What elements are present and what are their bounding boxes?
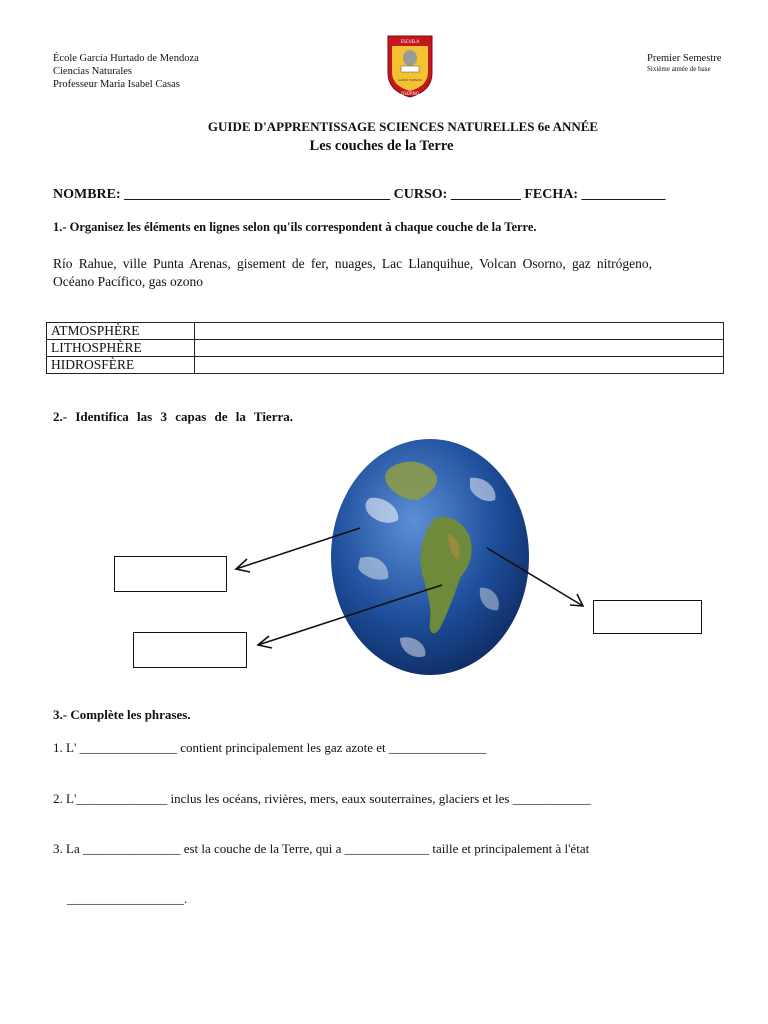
student-info-line[interactable]: NOMBRE: ______________________________________ CURSO: __________ FECHA: ____________ <box>53 187 666 202</box>
table-row <box>47 340 724 357</box>
layer-label: ATMOSPHÈRE <box>47 323 195 340</box>
subject-name: Ciencias Naturales <box>53 66 133 77</box>
layer-answer-cell[interactable] <box>195 323 724 340</box>
sentence-2[interactable]: 2. L'______________ inclus les océans, rivières, mers, eaux souterraines, glaciers et les ____________ <box>53 791 591 806</box>
school-header <box>53 52 199 91</box>
sentence-3-continuation[interactable]: __________________. <box>67 891 188 906</box>
svg-text:ESCUELA: ESCUELA <box>400 39 420 44</box>
sentence-1[interactable]: 1. L' _______________ contient principalement les gaz azote et _______________ <box>53 740 487 755</box>
teacher-name: Professeur Maria Isabel Casas <box>53 79 180 90</box>
semester-header <box>647 52 721 74</box>
sentence-3[interactable]: 3. La _______________ est la couche de la Terre, qui a _____________ taille et principalement à l'état <box>53 841 590 856</box>
answer-box-left-top[interactable] <box>114 556 227 592</box>
question-2-prompt: 2.- Identifica las 3 capas de la Tierra. <box>53 409 293 424</box>
school-name: École García Hurtado de Mendoza <box>53 53 199 64</box>
school-logo <box>385 33 435 99</box>
answer-box-right[interactable] <box>593 600 702 634</box>
layer-label: HIDROSFÈRE <box>47 357 195 374</box>
guide-subtitle: Les couches de la Terre <box>309 138 454 154</box>
layer-answer-cell[interactable] <box>195 340 724 357</box>
question-1-prompt: 1.- Organisez les éléments en lignes selon qu'ils correspondent à chaque couche de la Terre. <box>53 220 537 234</box>
table-row <box>47 357 724 374</box>
layer-label: LITHOSPHÈRE <box>47 340 195 357</box>
question-1-items: Río Rahue, ville Punta Arenas, gisement de fer, nuages, Lac Llanquihue, Volcan Osorno, gaz nitrógeno, Océano Pacífico, gas ozono <box>53 256 652 289</box>
grade-label: Sixième année de base <box>647 65 711 73</box>
svg-text:OSORNO: OSORNO <box>401 91 419 96</box>
earth-image <box>330 438 530 676</box>
layer-answer-cell[interactable] <box>195 357 724 374</box>
svg-text:GARCÍA HURTADO: GARCÍA HURTADO <box>398 79 422 82</box>
semester-label: Premier Semestre <box>647 53 722 64</box>
question-3-prompt: 3.- Complète les phrases. <box>53 707 191 722</box>
layers-table <box>46 322 724 374</box>
table-row <box>47 323 724 340</box>
guide-title: GUIDE D'APPRENTISSAGE SCIENCES NATURELLES 6e ANNÉE <box>207 119 599 134</box>
answer-box-left-bottom[interactable] <box>133 632 247 668</box>
